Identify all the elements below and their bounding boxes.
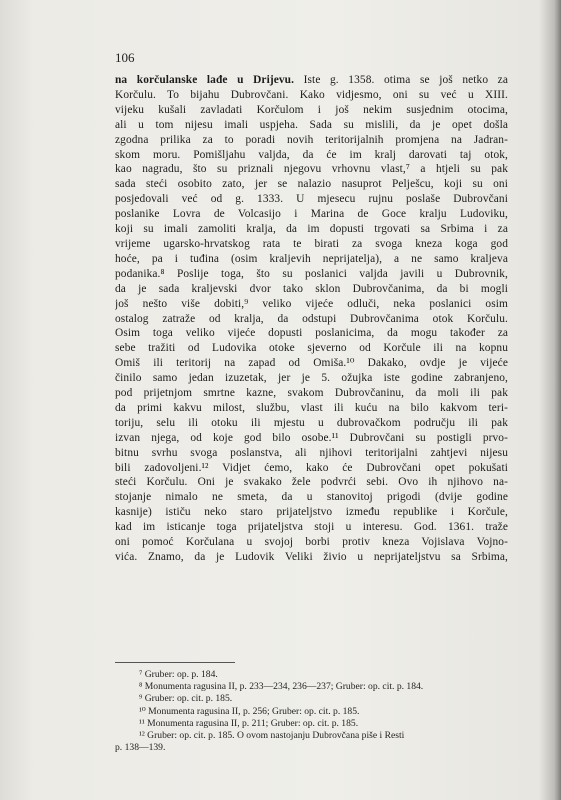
body-line: skom moru. Pomišljahu valjda, da će im kralj darovati taj otok,	[115, 148, 508, 161]
body-line: još nešto više dobiti,⁹ veliko vijeće odluči, neka poslanici osim	[115, 297, 508, 310]
body-line: hoće, pa i tuđina (osim kraljevih neprijatelja), a ne samo kraljeva	[115, 252, 508, 265]
footnote-mark: ⁹	[139, 693, 143, 705]
footnote-divider	[115, 662, 235, 663]
body-line: podanika.⁸ Poslije toga, što su poslanici valjda javili u Dubrovnik,	[115, 267, 508, 280]
footnote	[115, 706, 508, 718]
body-line: Osim toga veliko vijeće dopusti poslanicima, da mogu također za	[115, 327, 508, 340]
footnote-mark: ¹⁰	[139, 705, 146, 717]
footnote	[115, 730, 508, 742]
body-line: kasnije) ističu neko staro prijateljstvo između republike i Korčule,	[115, 506, 508, 519]
footnote-mark: ⁷	[139, 669, 143, 680]
footnote-mark: ¹¹	[139, 717, 145, 729]
body-line: pod prijetnjom smrtne kazne, svakom Dubrovčaninu, da moli ili pak	[115, 387, 508, 400]
footnote-mark: ¹²	[139, 730, 145, 742]
body-line: bitnu svrhu svoga poslanstva, ali njihovi teritorijalni zahtjevi nijesu	[115, 446, 508, 459]
footnote-text: Monumenta ragusina II, p. 211; Gruber: op. cit. p. 185.	[144, 717, 359, 729]
body-line: vića. Znamo, da je Ludovik Veliki živio u neprijateljstvu sa Srbima,	[115, 551, 508, 563]
bold-heading-phrase: na korčulanske lađe u Drijevu.	[115, 74, 295, 86]
footnote	[115, 681, 508, 693]
footnote	[115, 669, 508, 681]
footnotes	[115, 669, 508, 754]
body-line: da primi kakvu milost, službu, vlast ili kuću na bilo kakvom teri-	[115, 401, 508, 414]
page-edge-shadow	[539, 0, 561, 800]
body-line: vijeku kušali zavladati Korčulom i još nekim susjednim otocima,	[115, 103, 508, 116]
body-text	[115, 73, 508, 565]
body-line: toriju, selu ili otoku ili mjestu u dubrovačkom području ili pak	[115, 416, 508, 429]
body-line: kao nagradu, što su priznali njegovu vrhovnu vlast,⁷ a htjeli su pak	[115, 163, 508, 176]
body-line: oni pomoć Korčulana u svojoj borbi protiv kneza Vojislava Vojno-	[115, 536, 508, 549]
footnote	[115, 718, 508, 730]
body-line: posjedovali već od g. 1333. U mjesecu rujnu poslaše Dubrovčani	[115, 193, 508, 206]
body-line: stojanje nimalo ne smeta, da u stanovitoj prigodi (dvije godine	[115, 491, 508, 504]
body-line: Omiš ili teritorij na zapad od Omiša.¹⁰ Dakako, ovdje je vijeće	[115, 357, 508, 370]
body-line: kad im isticanje toga prijateljstva stoji u interesu. God. 1361. traže	[115, 521, 508, 534]
body-line: zgodna prilika za to poradi novih teritorijalnih promjena na Jadran-	[115, 133, 508, 146]
footnote-text: Gruber: op. cit. p. 185. O ovom nastojanju Dubrovčana piše i Resti	[144, 730, 405, 742]
footnote	[115, 693, 508, 705]
footnote-text: Gruber: op. p. 184.	[142, 669, 218, 680]
footnote-text: Gruber: op. cit. p. 185.	[142, 693, 233, 705]
body-line: izvan njega, od koje god bilo osobe.¹¹ Dubrovčani su postigli prvo-	[115, 431, 508, 444]
footnote-continuation: p. 138—139.	[115, 742, 166, 754]
body-line: ostalog zatraže od kralja, da odstupi Dubrovčanima otok Korčulu.	[115, 312, 508, 325]
body-line	[115, 73, 508, 88]
body-line: koji su imali zamoliti kralja, da im dopusti trgovati sa Srbima i za	[115, 223, 508, 236]
body-line: da je sada kraljevski dvor tako sklon Dubrovčanima, da bi mogli	[115, 282, 508, 295]
body-line: činilo samo jedan izuzetak, jer je 5. ožujka iste godine zabranjeno,	[115, 372, 508, 385]
page-number: 106	[115, 50, 135, 65]
body-line: sada steći osobito zato, jer se nalazio nasuprot Pelješcu, koji su oni	[115, 178, 508, 191]
footnote-text: Monumenta ragusina II, p. 233—234, 236—237; Gruber: op. cit. p. 184.	[142, 681, 424, 693]
body-line: bili zadovoljeni.¹² Vidjet ćemo, kako će Dubrovčani opet pokušati	[115, 461, 508, 474]
body-line: ali u tom nijesu imali uspjeha. Sada su mislili, da je opet došla	[115, 118, 508, 131]
first-line-rest: Iste g. 1358. otima se još netko za	[294, 74, 508, 86]
footnote-text: Monumenta ragusina II, p. 256; Gruber: op. cit. p. 185.	[145, 705, 360, 717]
body-line: sebe tražiti od Ludovika otoke sjeverno od Korčule ili na kopnu	[115, 342, 508, 355]
body-line: steći Korčulu. Oni je svakako žele podvrći sebi. Ovo ih njihovo na-	[115, 476, 508, 489]
body-line: poslanike Lovra de Volcasijo i Marina de Goce kralju Ludoviku,	[115, 208, 508, 221]
body-line: vrijeme ugarsko-hrvatskog rata te birati za svoga kneza koga god	[115, 237, 508, 250]
body-line: Korčulu. To bijahu Dubrovčani. Kako vidjesmo, oni su već u XIII.	[115, 88, 508, 101]
footnote-mark: ⁸	[139, 681, 143, 693]
